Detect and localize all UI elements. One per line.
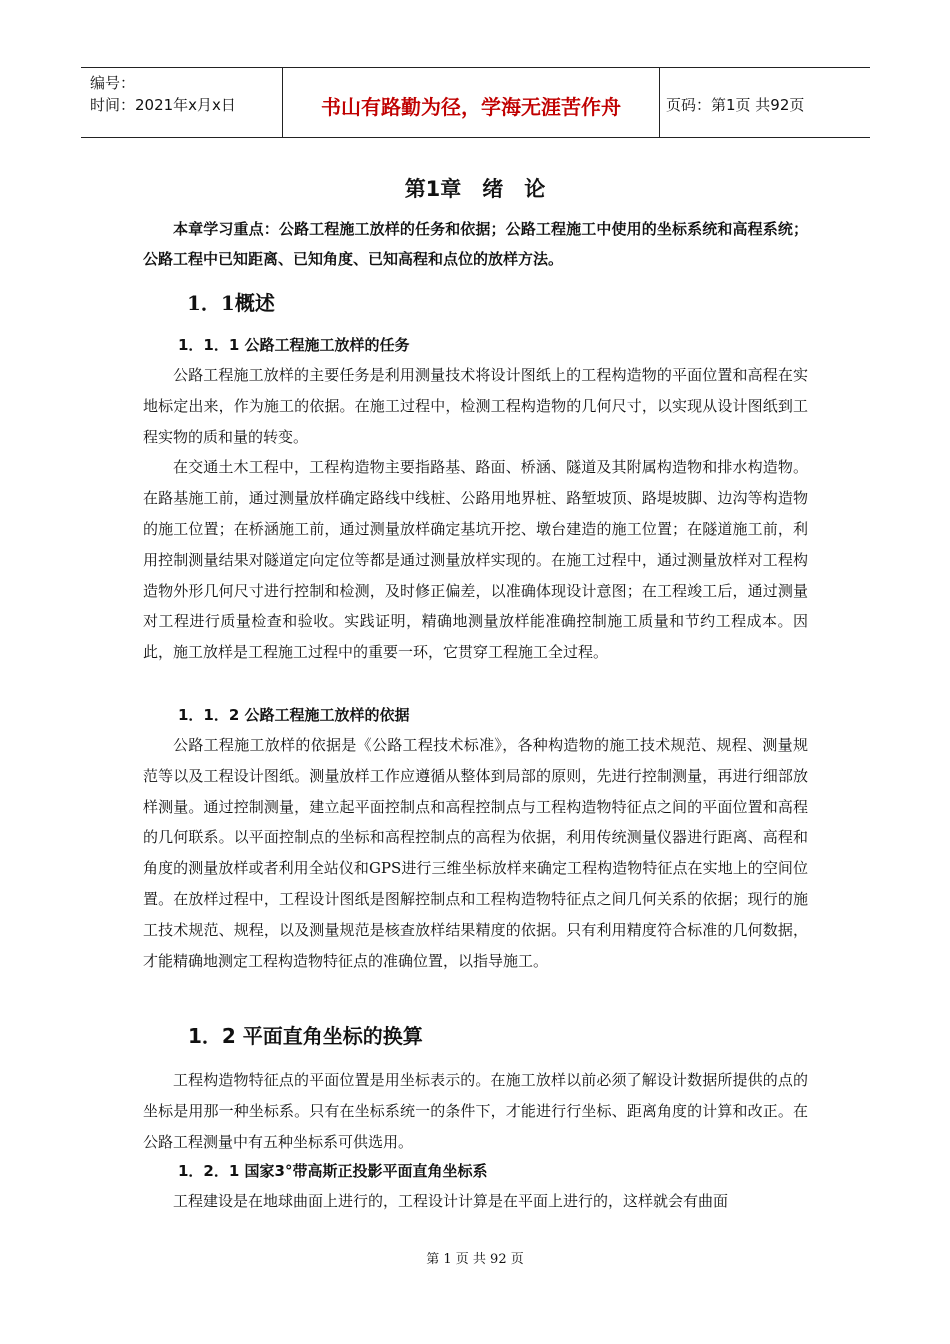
section-1-1-heading: 1．1概述 (187, 291, 275, 315)
header-left-cell (81, 68, 283, 137)
page-footer: 第 1 页 共 92 页 (426, 1252, 524, 1267)
paragraph: 公路工程施工放样的依据是《公路工程技术标准》，各种构造物的施工技术规范、规程、测量规范等以及工程设计图纸。测量放样工作应遵循从整体到局部的原则，先进行控制测量，再进行细部放样测量。通过控制测量，建立起平面控制点和高程控制点与工程构造物特征点之间的平面位置和高程的几何联系。以平面控制点的坐标和高程控制点的高程为依据，利用传统测量仪器进行距离、高程和角度的测量放样或者利用全站仪和GPS进行三维坐标放样来确定工程构造物特征点在实地上的空间位置。在放样过程中，工程设计图纸是图解控制点和工程构造物特征点之间几何关系的依据；现行的施工技术规范、规程，以及测量规范是核查放样结果精度的依据。只有利用精度符合标准的几何数据，才能精确地测定工程构造物特征点的准确位置，以指导施工。 (143, 736, 808, 970)
section-1-2-body (143, 1065, 808, 1157)
paragraph: 公路工程施工放样的主要任务是利用测量技术将设计图纸上的工程构造物的平面位置和高程在实地标定出来，作为施工的依据。在施工过程中，检测工程构造物的几何尺寸，以实现从设计图纸到工程实物的质和量的转变。 (143, 366, 808, 446)
subsection-1-1-1-heading: 1．1．1 公路工程施工放样的任务 (178, 336, 410, 354)
subsection-1-1-2-body (143, 730, 808, 976)
page-indicator: 页码：第1页 共92页 (666, 96, 805, 114)
number-label: 编号： (90, 74, 136, 92)
subsection-1-2-1-body (143, 1186, 808, 1217)
subsection-1-1-2-heading: 1．1．2 公路工程施工放样的依据 (178, 706, 410, 724)
section-1-2-heading: 1．2 平面直角坐标的换算 (188, 1024, 423, 1048)
header-right-cell (660, 68, 870, 137)
paragraph: 工程建设是在地球曲面上进行的，工程设计计算是在平面上进行的，这样就会有曲面 (173, 1192, 729, 1210)
page-header (81, 67, 870, 138)
header-motto-cell (283, 68, 660, 137)
chapter-title: 第1章 绪 论 (404, 177, 546, 201)
subsection-1-2-1-heading: 1．2．1 国家3°带高斯正投影平面直角坐标系 (178, 1162, 488, 1180)
study-focus: 本章学习重点：公路工程施工放样的任务和依据；公路工程施工中使用的坐标系统和高程系统；公路工程中已知距离、已知角度、已知高程和点位的放样方法。 (143, 220, 808, 268)
motto: 书山有路勤为径，学海无涯苦作舟 (321, 95, 621, 119)
date-label: 时间：2021年x月x日 (90, 96, 236, 114)
paragraph: 工程构造物特征点的平面位置是用坐标表示的。在施工放样以前必须了解设计数据所提供的点的坐标是用那一种坐标系。只有在坐标系统一的条件下，才能进行行坐标、距离角度的计算和改正。在公路工程测量中有五种坐标系可供选用。 (143, 1071, 808, 1151)
paragraph: 在交通土木工程中，工程构造物主要指路基、路面、桥涵、隧道及其附属构造物和排水构造物。在路基施工前，通过测量放样确定路线中线桩、公路用地界桩、路堑坡顶、路堤坡脚、边沟等构造物的施工位置；在桥涵施工前，通过测量放样确定基坑开挖、墩台建造的施工位置；在隧道施工前，利用控制测量结果对隧道定向定位等都是通过测量放样实现的。在施工过程中，通过测量放样对工程构造物外形几何尺寸进行控制和检测，及时修正偏差，以准确体现设计意图；在工程竣工后，通过测量对工程进行质量检查和验收。实践证明，精确地测量放样能准确控制施工质量和节约工程成本。因此，施工放样是工程施工过程中的重要一环，它贯穿工程施工全过程。 (143, 458, 808, 662)
subsection-1-1-1-body (143, 360, 808, 668)
